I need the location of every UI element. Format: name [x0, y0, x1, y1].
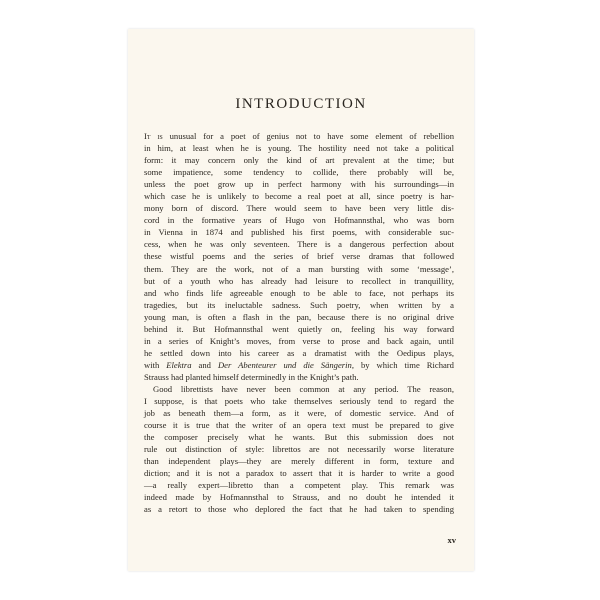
- text-line: but of a youth who has already had leisure to recollect in tranquillity,: [144, 275, 454, 286]
- paragraph-2: [144, 383, 454, 516]
- text-line: behind it. But Hofmannsthal went quietly on, feeling his way forward: [144, 323, 454, 334]
- text-line: I suppose, is that poets who take themselves seriously tend to regard the: [144, 396, 454, 407]
- text-line: —a really expert—libretto than a competent play. This remark was: [144, 480, 454, 491]
- text-line: form: it may concern only the kind of art prevalent at the time; but: [144, 155, 454, 166]
- text-line: in Vienna in 1874 and published his first poems, with considerable suc-: [144, 227, 454, 238]
- text-line: young man, is often a flash in the pan, because there is no original drive: [144, 311, 454, 322]
- work-title: Der Abenteurer und die Sängerin: [217, 359, 352, 370]
- text-line: unless the poet grow up in perfect harmony with his surroundings—in: [144, 179, 454, 190]
- text-line: rule out distinction of style: librettos are not necessarily worse literature: [144, 444, 454, 455]
- text-line: tragedies, but its ineluctable sadness. Such poetry, when written by a: [144, 299, 454, 310]
- text-line: he settled down into his career as a dramatist with the Oedipus plays,: [144, 347, 454, 358]
- body-text: [144, 130, 454, 516]
- text-line: It is unusual for a poet of genius not to have some element of rebellion: [144, 131, 455, 141]
- work-title: Elektra: [166, 359, 192, 370]
- paragraph-1: [144, 130, 454, 383]
- text-line: them. They are the work, not of a man bursting with some ‘message’,: [144, 263, 454, 274]
- text-line: these wistful poems and the series of brief verse dramas that followed: [144, 251, 454, 262]
- text-line: Good librettists have never been common at any period. The reason,: [153, 383, 454, 394]
- text-line: the composer precisely what he wants. But this submission does not: [144, 432, 454, 443]
- text-line: course it is true that the writer of an opera text must be prepared to give: [144, 420, 454, 431]
- text-line: cess, when he was only seventeen. There is a dangerous perfection about: [144, 239, 454, 250]
- text-line: diction; and it is not a paradox to assert that it is harder to write a good: [144, 468, 454, 479]
- text-line: Strauss had planted himself determinedly in the Knight’s path.: [144, 371, 359, 382]
- text-line: and who finds life agreeable enough to be able to face, not perhaps its: [144, 287, 454, 298]
- text-line: in a series of Knight’s moves, from verse to prose and back again, until: [144, 335, 454, 346]
- text-line: in him, at least when he is young. The hostility need not take a political: [144, 143, 454, 154]
- page-title: INTRODUCTION: [235, 96, 367, 112]
- text-line: indeed made by Hofmannsthal to Strauss, and no doubt he intended it: [144, 492, 454, 503]
- text-line: than independent plays—they are merely different in form, texture and: [144, 456, 454, 467]
- text-line: job as beneath them—a form, as it were, of domestic service. And of: [144, 408, 454, 419]
- text-line-italic-titles: with Elektra and Der Abenteurer und die Sängerin, by which time Richard: [144, 359, 454, 370]
- text-line: which case he is unlikely to become a real poet at all, since poetry is har-: [144, 191, 454, 202]
- opening-small-caps: It is: [144, 131, 163, 141]
- book-page: [128, 29, 474, 571]
- text-line: mony born of discord. There would seem to have been very little dis-: [144, 203, 454, 214]
- text-line: some impatience, some tendency to collide, there probably will be,: [144, 167, 454, 178]
- page-number: xv: [447, 535, 456, 545]
- text-line: as a retort to those who deplored the fact that he had taken to spending: [144, 504, 454, 515]
- text-line: cord in the formative years of Hugo von Hofmannsthal, who was born: [144, 215, 454, 226]
